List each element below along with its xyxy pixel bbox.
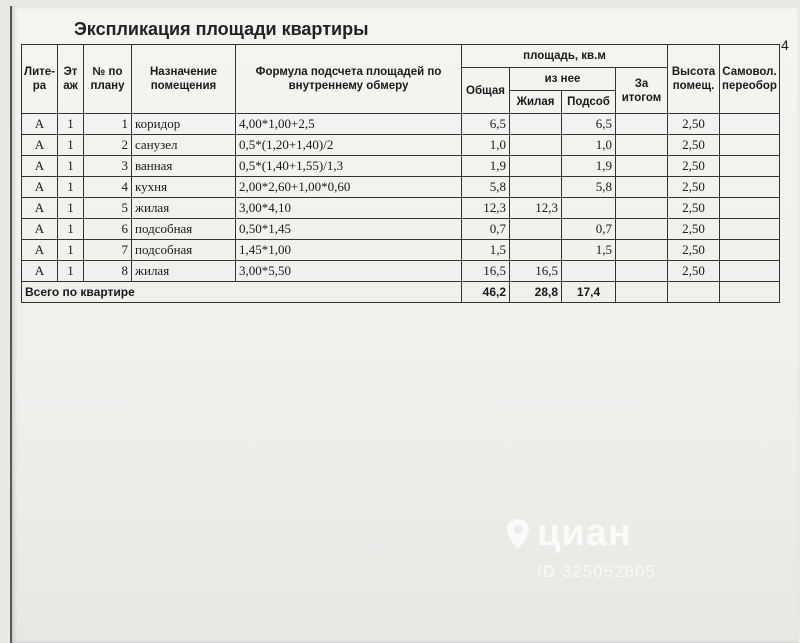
table-row [22, 177, 780, 198]
header-nomer: № по плану [84, 45, 132, 114]
cell-formula: 0,5*(1,20+1,40)/2 [236, 135, 462, 156]
cell-za-itogom [616, 219, 668, 240]
cell-podsob: 1,9 [562, 156, 616, 177]
cell-naznachenie: ванная [132, 156, 236, 177]
cell-samovol [720, 114, 780, 135]
cell-za-itogom [616, 198, 668, 219]
header-etazh: Эт аж [58, 45, 84, 114]
cell-litera: А [22, 156, 58, 177]
total-label: Всего по квартире [22, 282, 462, 303]
cell-samovol [720, 177, 780, 198]
cell-vysota: 2,50 [668, 261, 720, 282]
cell-samovol [720, 156, 780, 177]
cell-vysota: 2,50 [668, 114, 720, 135]
cell-za-itogom [616, 177, 668, 198]
cell-nomer: 5 [84, 198, 132, 219]
cell-zhilaya [510, 177, 562, 198]
cell-etazh: 1 [58, 219, 84, 240]
cell-litera: А [22, 114, 58, 135]
cell-za-itogom [616, 135, 668, 156]
cell-litera: А [22, 135, 58, 156]
total-obshaya: 46,2 [462, 282, 510, 303]
page-number: 4 [781, 37, 789, 53]
cell-etazh: 1 [58, 198, 84, 219]
cell-nomer: 7 [84, 240, 132, 261]
cell-naznachenie: подсобная [132, 219, 236, 240]
table-row [22, 219, 780, 240]
cell-nomer: 6 [84, 219, 132, 240]
cell-vysota: 2,50 [668, 219, 720, 240]
cell-vysota: 2,50 [668, 156, 720, 177]
table-row [22, 240, 780, 261]
cell-naznachenie: санузел [132, 135, 236, 156]
cell-vysota: 2,50 [668, 198, 720, 219]
cell-obshaya: 1,0 [462, 135, 510, 156]
cell-nomer: 8 [84, 261, 132, 282]
cell-zhilaya [510, 114, 562, 135]
cell-obshaya: 5,8 [462, 177, 510, 198]
cell-vysota: 2,50 [668, 135, 720, 156]
cell-obshaya: 16,5 [462, 261, 510, 282]
cell-podsob: 1,0 [562, 135, 616, 156]
cell-zhilaya [510, 219, 562, 240]
cell-samovol [720, 240, 780, 261]
table-row [22, 156, 780, 177]
cell-obshaya: 6,5 [462, 114, 510, 135]
cell-samovol [720, 261, 780, 282]
cell-samovol [720, 219, 780, 240]
cell-litera: А [22, 177, 58, 198]
watermark-logo: циан [537, 512, 632, 554]
cell-formula: 0,50*1,45 [236, 219, 462, 240]
header-samovol: Самовол. переобор [720, 45, 780, 114]
cell-naznachenie: кухня [132, 177, 236, 198]
total-row [22, 282, 780, 303]
table-row [22, 261, 780, 282]
cell-litera: А [22, 198, 58, 219]
cell-nomer: 2 [84, 135, 132, 156]
header-vysota: Высота помещ. [668, 45, 720, 114]
cell-podsob: 1,5 [562, 240, 616, 261]
cell-vysota: 2,50 [668, 177, 720, 198]
cell-podsob [562, 198, 616, 219]
cell-obshaya: 1,5 [462, 240, 510, 261]
cell-naznachenie: коридор [132, 114, 236, 135]
cell-podsob: 6,5 [562, 114, 616, 135]
cell-litera: А [22, 240, 58, 261]
explication-table [21, 44, 780, 303]
cell-litera: А [22, 261, 58, 282]
header-naznachenie: Назначение помещения [132, 45, 236, 114]
cell-nomer: 1 [84, 114, 132, 135]
watermark-id: ID 325052805 [537, 562, 656, 581]
cell-naznachenie: подсобная [132, 240, 236, 261]
cell-etazh: 1 [58, 261, 84, 282]
table-row [22, 114, 780, 135]
cell-za-itogom [616, 240, 668, 261]
header-podsob: Подсоб [562, 91, 616, 114]
cell-zhilaya [510, 135, 562, 156]
header-za-itogom: За итогом [616, 68, 668, 114]
cell-formula: 4,00*1,00+2,5 [236, 114, 462, 135]
location-pin-icon [505, 518, 531, 550]
document-title: Экспликация площади квартиры [74, 19, 369, 39]
cell-vysota: 2,50 [668, 240, 720, 261]
cell-obshaya: 12,3 [462, 198, 510, 219]
header-zhilaya: Жилая [510, 91, 562, 114]
cell-formula: 1,45*1,00 [236, 240, 462, 261]
table-row [22, 135, 780, 156]
table-body [22, 114, 780, 282]
cell-za-itogom [616, 156, 668, 177]
cell-podsob [562, 261, 616, 282]
cell-samovol [720, 135, 780, 156]
header-iz-nee: из нее [510, 68, 616, 91]
cell-zhilaya [510, 156, 562, 177]
cell-obshaya: 1,9 [462, 156, 510, 177]
cell-za-itogom [616, 114, 668, 135]
cell-zhilaya: 12,3 [510, 198, 562, 219]
cell-formula: 0,5*(1,40+1,55)/1,3 [236, 156, 462, 177]
header-litera: Лите-ра [22, 45, 58, 114]
total-vysota [668, 282, 720, 303]
cell-etazh: 1 [58, 177, 84, 198]
cell-formula: 3,00*5,50 [236, 261, 462, 282]
cell-naznachenie: жилая [132, 198, 236, 219]
cell-podsob: 5,8 [562, 177, 616, 198]
cell-litera: А [22, 219, 58, 240]
cell-obshaya: 0,7 [462, 219, 510, 240]
cell-za-itogom [616, 261, 668, 282]
total-samovol [720, 282, 780, 303]
header-formula: Формула подсчета площадей по внутреннему обмеру [236, 45, 462, 114]
cell-etazh: 1 [58, 114, 84, 135]
cell-zhilaya [510, 240, 562, 261]
cell-zhilaya: 16,5 [510, 261, 562, 282]
cell-etazh: 1 [58, 156, 84, 177]
cell-nomer: 4 [84, 177, 132, 198]
total-zhilaya: 28,8 [510, 282, 562, 303]
table-row [22, 198, 780, 219]
cell-nomer: 3 [84, 156, 132, 177]
total-podsob: 17,4 [562, 282, 616, 303]
cell-formula: 2,00*2,60+1,00*0,60 [236, 177, 462, 198]
header-ploshad: площадь, кв.м [462, 45, 668, 68]
cell-etazh: 1 [58, 240, 84, 261]
cell-formula: 3,00*4,10 [236, 198, 462, 219]
cell-samovol [720, 198, 780, 219]
cell-podsob: 0,7 [562, 219, 616, 240]
total-za-itogom [616, 282, 668, 303]
header-obshaya: Общая [462, 68, 510, 114]
cell-etazh: 1 [58, 135, 84, 156]
cell-naznachenie: жилая [132, 261, 236, 282]
